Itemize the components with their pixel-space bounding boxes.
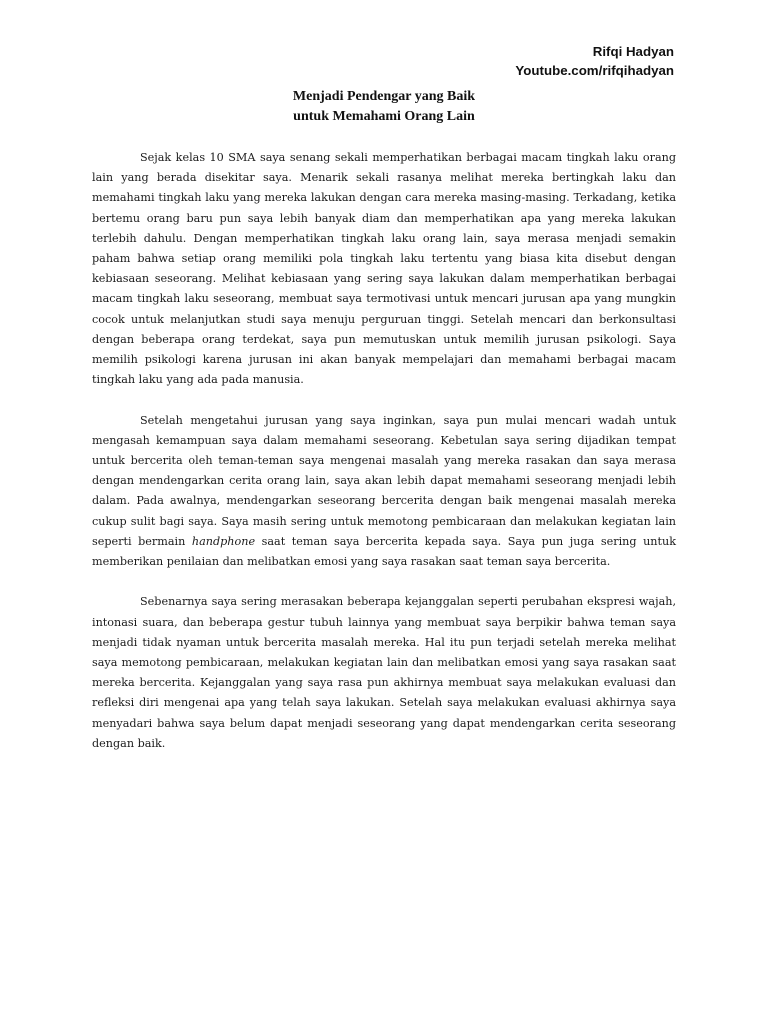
paragraph-1: Sejak kelas 10 SMA saya senang sekali memperhatikan berbagai macam tingkah laku orang lain yang berada disekitar saya. Menarik sekali rasanya melihat mereka bertingkah laku dan memahami tingkah laku yang mereka lakukan dengan cara mereka masing-masing. Terkadang, ketika bertemu orang baru pun saya lebih banyak diam dan memperhatikan apa yang mereka lakukan terlebih dahulu. Dengan memperhatikan tingkah laku orang lain, saya merasa menjadi semakin paham bahwa setiap orang memiliki pola tingkah laku tertentu yang biasa kita disebut dengan kebiasaan seseorang. Melihat kebiasaan yang sering saya lakukan dalam memperhatikan berbagai macam tingkah laku seseorang, membuat saya termotivasi untuk mencari jurusan apa yang mungkin cocok untuk melanjutkan studi saya menuju perguruan tinggi. Setelah mencari dan berkonsultasi dengan beberapa orang terdekat, saya pun memutuskan untuk memilih jurusan psikologi. Saya memilih psikologi karena jurusan ini akan banyak mempelajari dan memahami berbagai macam tingkah laku yang ada pada manusia.	[92, 151, 676, 387]
paragraph-2-text-start: Setelah mengetahui jurusan yang saya inginkan, saya pun mulai mencari wadah untuk mengasah kemampuan saya dalam memahami seseorang. Kebetulan saya sering dijadikan tempat untuk bercerita oleh teman-teman saya mengenai masalah yang mereka rasakan dan saya merasa dengan mendengarkan cerita orang lain, saya akan lebih dapat memahami seseorang menjadi lebih dalam. Pada awalnya, mendengarkan seseorang bercerita dengan baik mengenai masalah mereka cukup sulit bagi saya. Saya masih sering untuk memotong pembicaraan dan melakukan kegiatan lain seperti bermain	[92, 413, 676, 548]
document-title	[92, 87, 676, 127]
paragraph-3: Sebenarnya saya sering merasakan beberapa kejanggalan seperti perubahan ekspresi wajah, intonasi suara, dan beberapa gestur tubuh lainnya yang membuat saya berpikir bahwa teman saya menjadi tidak nyaman untuk bercerita masalah mereka. Hal itu pun terjadi setelah mereka melihat saya memotong pembicaraan, melakukan kegiatan lain dan melibatkan emosi yang saya rasakan saat mereka bercerita. Kejanggalan yang saya rasa pun akhirnya membuat saya melakukan evaluasi dan refleksi diri mengenai apa yang telah saya lakukan. Setelah saya melakukan evaluasi akhirnya saya menyadari bahwa saya belum dapat menjadi seseorang yang dapat mendengarkan cerita seseorang dengan baik.	[92, 595, 676, 750]
paragraph-2	[92, 411, 676, 573]
author-header	[515, 42, 674, 80]
italic-term: handphone	[191, 534, 256, 548]
author-name: Rifqi Hadyan	[592, 44, 674, 59]
author-channel: Youtube.com/rifqihadyan	[515, 63, 674, 78]
title-line-2: untuk Memahami Orang Lain	[293, 109, 475, 124]
title-line-1: Menjadi Pendengar yang Baik	[292, 89, 476, 104]
paragraph-2-text-end: saat teman saya bercerita kepada saya. Saya pun juga sering untuk memberikan penilaian dan melibatkan emosi yang saya rasakan saat teman saya bercerita.	[92, 534, 676, 569]
document-body	[92, 148, 676, 774]
